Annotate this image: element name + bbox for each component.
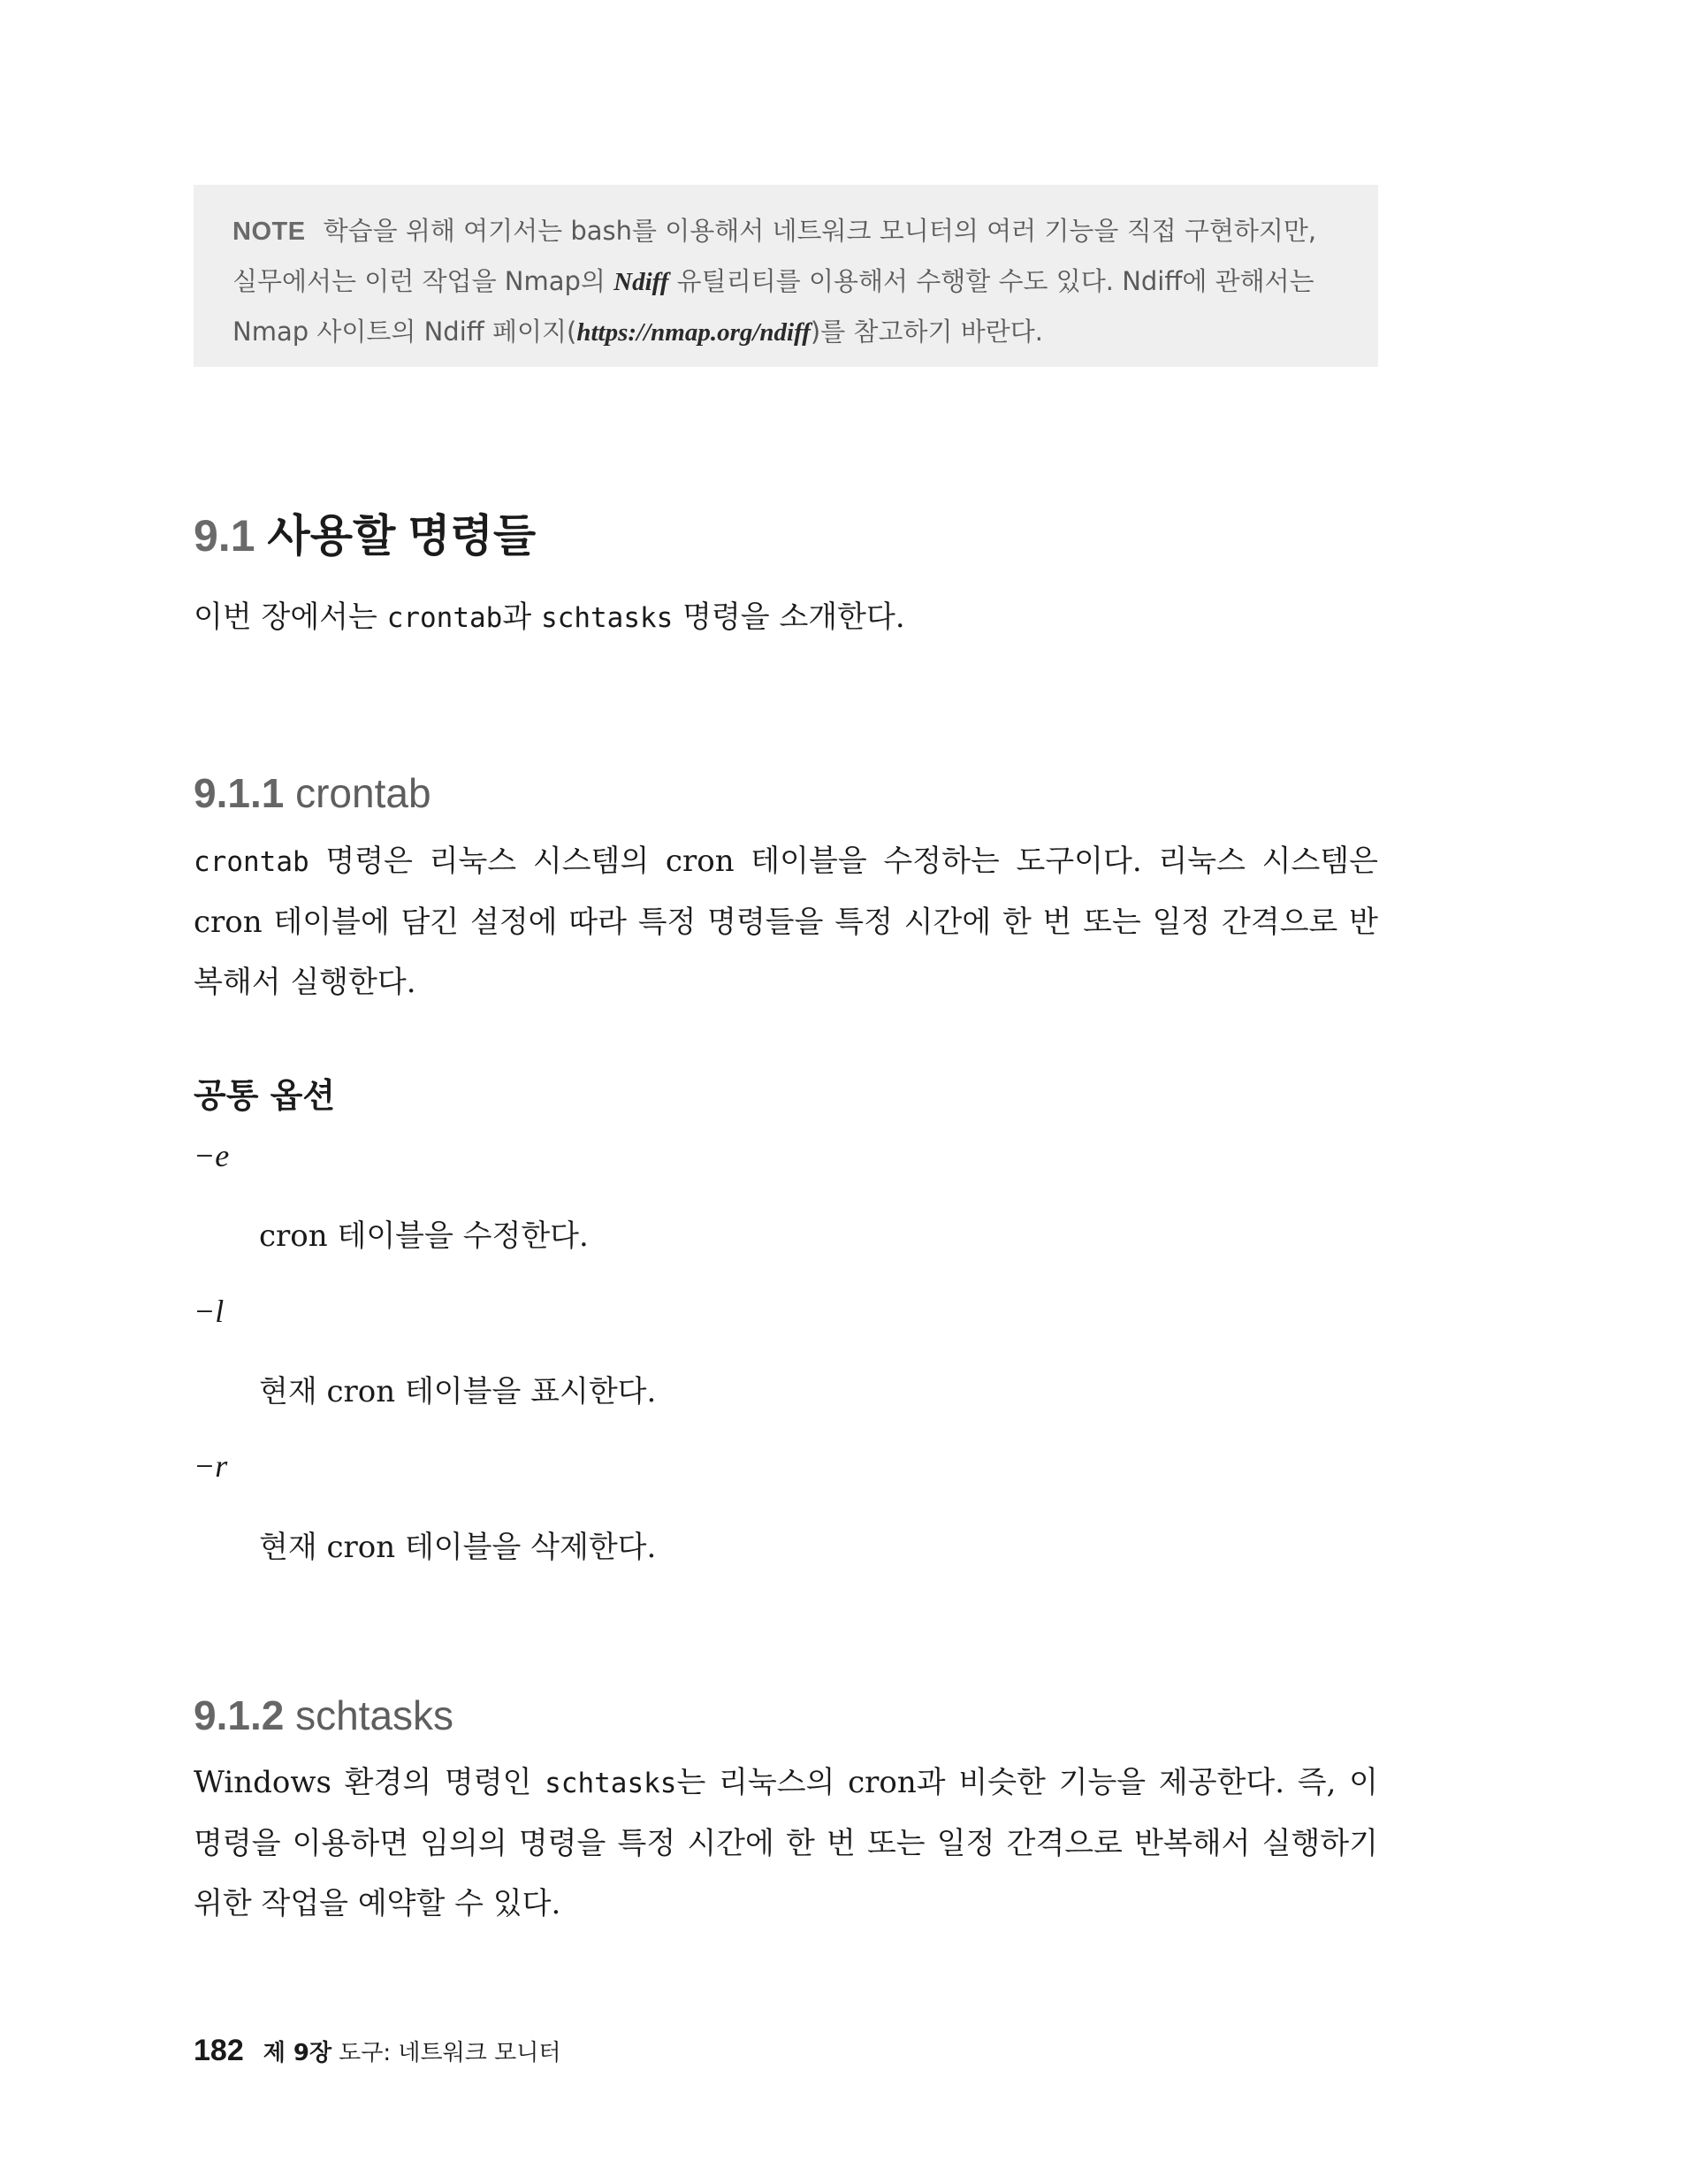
section-title: 사용할 명령들 <box>267 511 537 561</box>
section-heading <box>194 500 536 564</box>
chapter-title: 도구: 네트워크 모니터 <box>339 2040 561 2066</box>
note-label: NOTE <box>232 218 306 246</box>
note-url: https://nmap.org/ndiff <box>576 318 811 347</box>
intro-text-1: 이번 장에서는 <box>194 599 387 635</box>
option-desc: cron 테이블을 수정한다. <box>259 1218 589 1254</box>
schtasks-description <box>194 1753 1378 1934</box>
schtasks-code: schtasks <box>545 1768 677 1799</box>
note-text-2: 유틸리티를 이용해서 수행할 수도 있다. Ndiff에 관해서는 Nmap 사이트의 Ndiff 페이지( <box>232 266 1314 347</box>
section-number: 9.1 <box>194 511 255 561</box>
option-desc: 현재 cron 테이블을 삭제한다. <box>259 1530 657 1565</box>
section-intro <box>194 587 1378 648</box>
subsection-heading-crontab <box>194 769 431 817</box>
subsection-title: schtasks <box>295 1692 454 1738</box>
crontab-description <box>194 831 1378 1012</box>
option-desc: 현재 cron 테이블을 표시한다. <box>259 1374 657 1409</box>
option-term: −e <box>194 1138 230 1173</box>
subsection-number: 9.1.1 <box>194 770 285 816</box>
intro-code-schtasks: schtasks <box>541 602 674 634</box>
note-text-3: )를 참고하기 바란다. <box>810 317 1043 347</box>
subsection-number: 9.1.2 <box>194 1692 285 1738</box>
chapter-label: 제 9장 <box>263 2040 332 2066</box>
page-number: 182 <box>194 2034 244 2067</box>
note-text-1: 학습을 위해 여기서는 bash를 이용해서 네트워크 모니터의 여러 기능을 직접 구현하지만, 실무에서는 이런 작업을 Nmap의 <box>232 216 1317 296</box>
page-footer <box>194 2034 560 2068</box>
subsection-heading-schtasks <box>194 1691 453 1739</box>
intro-code-crontab: crontab <box>386 602 503 634</box>
note-tool-name: Ndiff <box>613 268 669 296</box>
crontab-text: 명령은 리눅스 시스템의 cron 테이블을 수정하는 도구이다. 리눅스 시스템은 cron 테이블에 담긴 설정에 따라 특정 명령들을 특정 시간에 한 번 또는 일정 간격으로 반복해서 실행한다. <box>194 844 1378 1000</box>
subsection-title: crontab <box>295 770 431 816</box>
schtasks-text-1: Windows 환경의 명령인 <box>194 1765 545 1800</box>
note-box <box>194 185 1378 367</box>
option-term: −r <box>194 1448 228 1484</box>
crontab-code: crontab <box>194 846 309 878</box>
options-heading: 공통 옵션 <box>194 1076 336 1115</box>
option-term: −l <box>194 1294 225 1329</box>
intro-text-2: 과 <box>502 599 541 635</box>
schtasks-text-2: 는 리눅스의 cron과 비슷한 기능을 제공한다. 즉, 이 명령을 이용하면 임의의 명령을 특정 시간에 한 번 또는 일정 간격으로 반복해서 실행하기 위한 작업을 예약할 수 있다. <box>194 1765 1378 1921</box>
intro-text-3: 명령을 소개한다. <box>673 599 905 635</box>
